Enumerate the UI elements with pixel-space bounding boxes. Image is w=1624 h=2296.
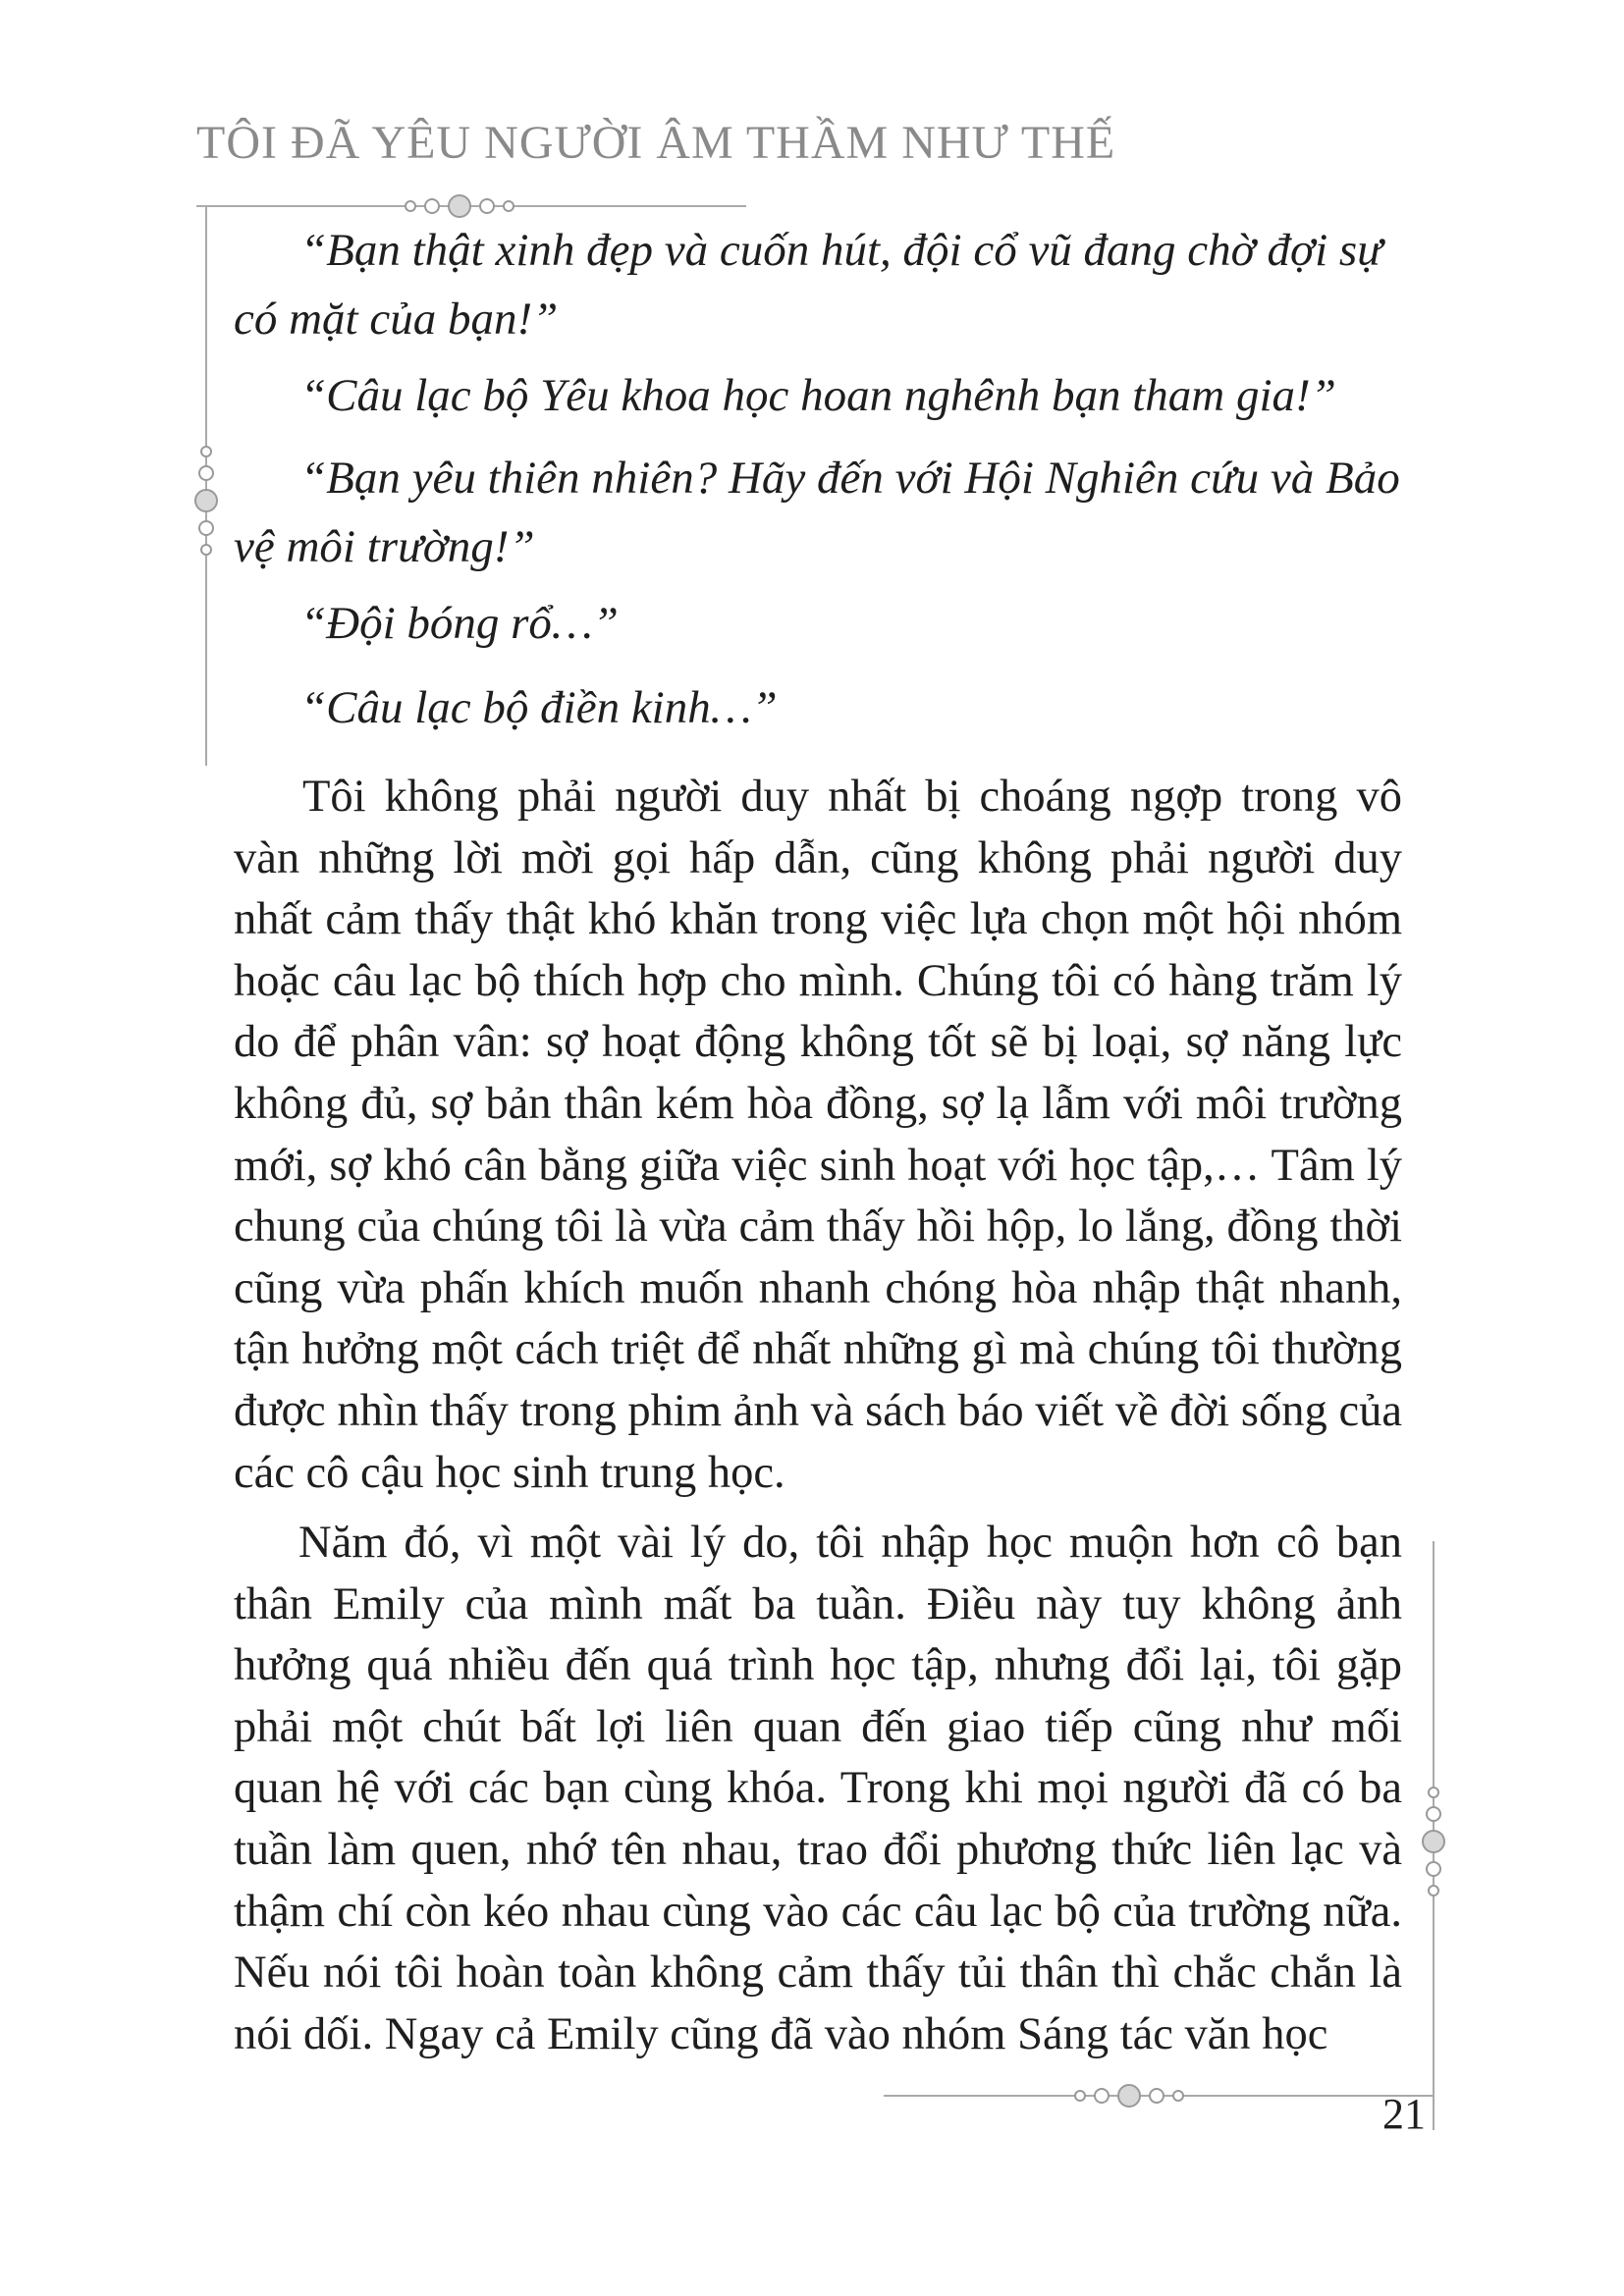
body-paragraph: Năm đó, vì một vài lý do, tôi nhập học muộn hơn cô bạn thân Emily của mình mất ba tuần. Điều này tuy không ảnh hưởng quá nhiều đến quá trình học tập, nhưng đổi lại, tôi gặp phải một chút bất lợi liên quan đến giao tiếp cũng như mối quan hệ với các bạn cùng khóa. Trong khi mọi người đã có ba tuần làm quen, nhớ tên nhau, trao đổi phương thức liên lạc và thậm chí còn kéo nhau cùng vào các câu lạc bộ của trường nữa. Nếu nói tôi hoàn toàn không cảm thấy tủi thân thì chắc chắn là nói dối. Ngay cả Emily cũng đã vào nhóm Sáng tác văn học	[234, 1518, 1402, 2059]
footer-rule-ornament	[884, 2081, 1434, 2110]
right-vertical-ornament	[1414, 1541, 1453, 2130]
running-title: TÔI ĐÃ YÊU NGƯỜI ÂM THẦM NHƯ THẾ	[196, 117, 1116, 169]
quote-cheerleading: “Bạn thật xinh đẹp và cuốn hút, đội cổ vũ đang chờ đợi sự có mặt của bạn!”	[234, 225, 1382, 345]
quote-environment-society: “Bạn yêu thiên nhiên? Hãy đến với Hội Nghiên cứu và Bảo vệ môi trường!”	[234, 453, 1400, 572]
quote-science-club: “Câu lạc bộ Yêu khoa học hoan nghênh bạn tham gia!”	[300, 370, 1336, 421]
quote-athletics: “Câu lạc bộ điền kinh…”	[300, 682, 778, 733]
page-number: 21	[1382, 2090, 1426, 2138]
body-paragraph: Tôi không phải người duy nhất bị choáng ngợp trong vô vàn những lời mời gọi hấp dẫn, cũng không phải người duy nhất cảm thấy thật khó khăn trong việc lựa chọn một hội nhóm hoặc câu lạc bộ thích hợp cho mình. Chúng tôi có hàng trăm lý do để phân vân: sợ hoạt động không tốt sẽ bị loại, sợ năng lực không đủ, sợ bản thân kém hòa đồng, sợ lạ lẫm với môi trường mới, sợ khó cân bằng giữa việc sinh hoạt với học tập,… Tâm lý chung của chúng tôi là vừa cảm thấy hồi hộp, lo lắng, đồng thời cũng vừa phấn khích muốn nhanh chóng hòa nhập thật nhanh, tận hưởng một cách triệt để nhất những gì mà chúng tôi thường được nhìn thấy trong phim ảnh và sách báo viết về đời sống của các cô cậu học sinh trung học.	[234, 772, 1402, 1498]
left-vertical-ornament	[187, 206, 226, 766]
quote-basketball: “Đội bóng rổ…”	[300, 598, 619, 649]
